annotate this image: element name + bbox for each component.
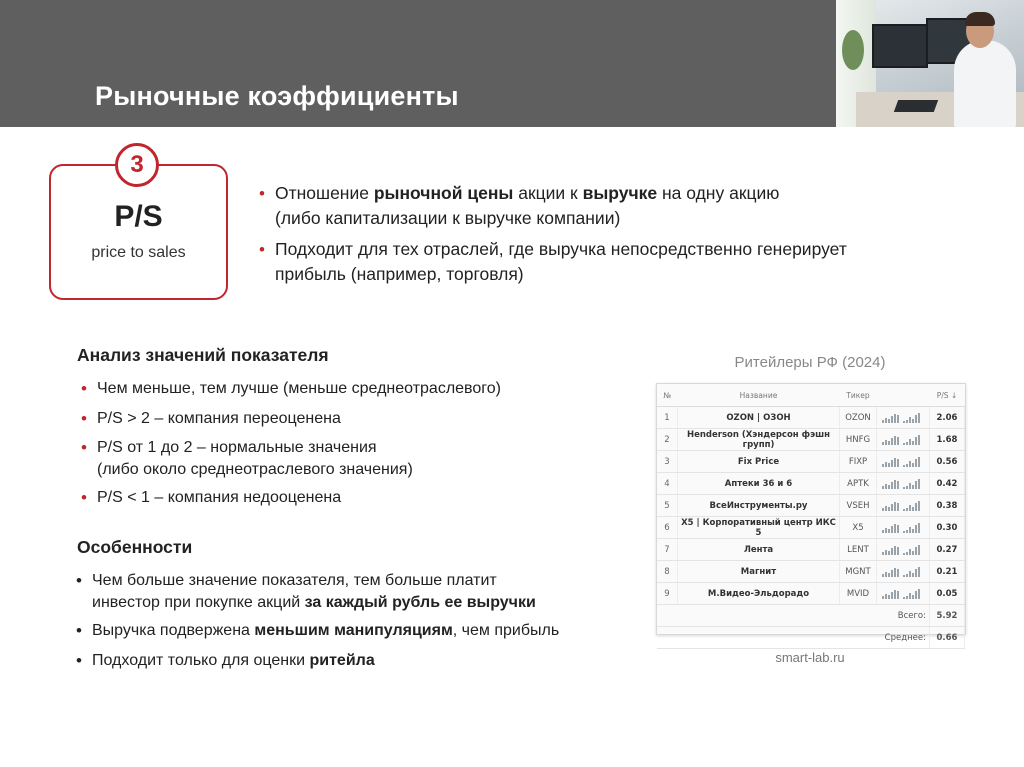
analysis-title: Анализ значений показателя <box>77 345 329 365</box>
sparkline-icon[interactable] <box>882 456 899 467</box>
col-ps[interactable]: P/S ↓ <box>930 384 965 407</box>
footer-label: Среднее: <box>657 627 930 649</box>
sparkline-icon[interactable] <box>903 412 920 423</box>
sparkline-icon[interactable] <box>882 478 899 489</box>
row-num: 9 <box>657 583 678 605</box>
ps-value: 1.68 <box>930 429 965 451</box>
company-name[interactable]: Fix Price <box>678 451 840 473</box>
analysis-item: • P/S < 1 – компания недооценена <box>81 488 342 507</box>
company-name[interactable]: М.Видео-Эльдорадо <box>678 583 840 605</box>
footer-label: Всего: <box>657 605 930 627</box>
row-num: 6 <box>657 517 678 539</box>
bullet-icon: • <box>81 379 87 398</box>
ratio-number-badge: 3 <box>115 143 159 187</box>
company-ticker[interactable]: VSEH <box>840 495 877 517</box>
row-num: 2 <box>657 429 678 451</box>
col-num: № <box>657 384 678 407</box>
sparkline-icon[interactable] <box>882 434 899 445</box>
features-title: Особенности <box>77 537 193 557</box>
sparkline-icon[interactable] <box>903 500 920 511</box>
table-caption: Ритейлеры РФ (2024) <box>734 354 886 371</box>
table-row[interactable] <box>657 561 965 583</box>
ps-value: 0.05 <box>930 583 965 605</box>
ps-value: 0.27 <box>930 539 965 561</box>
chart-cell <box>877 407 930 429</box>
company-name[interactable]: Лента <box>678 539 840 561</box>
chart-cell <box>877 495 930 517</box>
bullet-icon: • <box>76 571 82 590</box>
col-name[interactable]: Название <box>678 384 840 407</box>
total-row <box>657 605 965 627</box>
footer-value: 5.92 <box>930 605 965 627</box>
page-title: Рыночные коэффициенты <box>95 81 459 111</box>
company-ticker[interactable]: LENT <box>840 539 877 561</box>
chart-cell <box>877 451 930 473</box>
bullet-icon: • <box>76 651 82 670</box>
company-ticker[interactable]: FIXP <box>840 451 877 473</box>
sparkline-icon[interactable] <box>903 434 920 445</box>
sparkline-icon[interactable] <box>882 500 899 511</box>
table-row[interactable] <box>657 407 965 429</box>
company-ticker[interactable]: OZON <box>840 407 877 429</box>
table-row[interactable] <box>657 517 965 539</box>
bullet-icon: • <box>76 621 82 640</box>
source-label: smart-lab.ru <box>775 650 845 665</box>
company-ticker[interactable]: MGNT <box>840 561 877 583</box>
table-row[interactable] <box>657 539 965 561</box>
chart-cell <box>877 539 930 561</box>
ps-value: 2.06 <box>930 407 965 429</box>
ps-value: 0.38 <box>930 495 965 517</box>
analysis-item: • Чем меньше, тем лучше (меньше среднеотраслевого) <box>81 379 501 398</box>
company-ticker[interactable]: APTK <box>840 473 877 495</box>
bullet-icon: • <box>81 488 87 507</box>
table-row[interactable] <box>657 583 965 605</box>
col-chart <box>877 384 930 407</box>
bullet-icon: • <box>259 184 265 203</box>
ps-value: 0.42 <box>930 473 965 495</box>
analysis-item: • P/S от 1 до 2 – нормальные значения (либо около среднеотраслевого значения) <box>81 438 413 478</box>
bullet-icon: • <box>259 240 265 259</box>
bullet-icon: • <box>81 438 87 457</box>
sparkline-icon[interactable] <box>882 566 899 577</box>
sparkline-icon[interactable] <box>882 588 899 599</box>
ps-value: 0.21 <box>930 561 965 583</box>
company-ticker[interactable]: HNFG <box>840 429 877 451</box>
company-name[interactable]: X5 | Корпоративный центр ИКС 5 <box>678 517 840 539</box>
sparkline-icon[interactable] <box>882 544 899 555</box>
table-row[interactable] <box>657 429 965 451</box>
chart-cell <box>877 473 930 495</box>
ratio-card-title: P/S <box>114 200 163 233</box>
sparkline-icon[interactable] <box>903 566 920 577</box>
table-row[interactable] <box>657 495 965 517</box>
table-row[interactable] <box>657 451 965 473</box>
row-num: 5 <box>657 495 678 517</box>
row-num: 1 <box>657 407 678 429</box>
retailers-table <box>656 383 966 643</box>
company-name[interactable]: Henderson (Хэндерсон фэшн групп) <box>678 429 840 451</box>
company-ticker[interactable]: X5 <box>840 517 877 539</box>
feature-item: • Выручка подвержена меньшим манипуляциям, чем прибыль <box>76 621 560 640</box>
company-name[interactable]: ВсеИнструменты.ру <box>678 495 840 517</box>
average-row <box>657 627 965 649</box>
company-name[interactable]: OZON | ОЗОН <box>678 407 840 429</box>
company-name[interactable]: Аптеки 36 и 6 <box>678 473 840 495</box>
chart-cell <box>877 583 930 605</box>
sparkline-icon[interactable] <box>903 544 920 555</box>
sparkline-icon[interactable] <box>903 522 920 533</box>
sparkline-icon[interactable] <box>882 412 899 423</box>
chart-cell <box>877 517 930 539</box>
sparkline-icon[interactable] <box>903 456 920 467</box>
table-row[interactable] <box>657 473 965 495</box>
feature-item: • Подходит только для оценки ритейла <box>76 651 375 670</box>
row-num: 3 <box>657 451 678 473</box>
company-name[interactable]: Магнит <box>678 561 840 583</box>
header-photo <box>836 0 1024 127</box>
analysis-item: • P/S > 2 – компания переоценена <box>81 409 341 428</box>
ratio-card-subtitle: price to sales <box>91 244 186 261</box>
chart-cell <box>877 429 930 451</box>
footer-value: 0.66 <box>930 627 965 649</box>
row-num: 4 <box>657 473 678 495</box>
feature-item: • Чем больше значение показателя, тем больше платит инвестор при покупке акций за каждый рубль ее выручки <box>76 571 536 611</box>
ps-value: 0.30 <box>930 517 965 539</box>
row-num: 7 <box>657 539 678 561</box>
company-ticker[interactable]: MVID <box>840 583 877 605</box>
definition-bullet: • Отношение рыночной цены акции к выручке на одну акцию (либо капитализации к выручке компании) <box>259 183 780 228</box>
usage-bullet: • Подходит для тех отраслей, где выручка непосредственно генерирует прибыль (например, торговля) <box>259 239 847 284</box>
row-num: 8 <box>657 561 678 583</box>
bullet-icon: • <box>81 409 87 428</box>
col-ticker[interactable]: Тикер <box>840 384 877 407</box>
chart-cell <box>877 561 930 583</box>
sparkline-icon[interactable] <box>903 588 920 599</box>
sparkline-icon[interactable] <box>882 522 899 533</box>
sparkline-icon[interactable] <box>903 478 920 489</box>
ps-value: 0.56 <box>930 451 965 473</box>
